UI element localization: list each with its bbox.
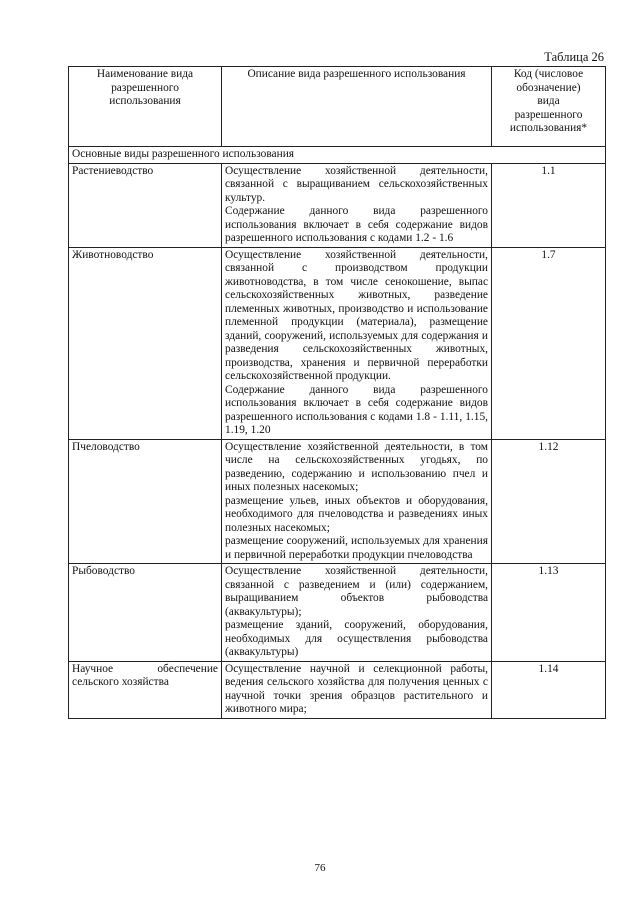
page-number: 76 [314,862,326,874]
row-paragraph: Осуществление хозяйственной деятельности, в том числе на сельскохозяйственных угодьях, по разведению, содержанию и использованию пчел и иных полезных насекомых; [225,440,488,493]
row-paragraph: Осуществление хозяйственной деятельности, связанной с выращиванием сельскохозяйственных культур. [225,164,488,204]
row-description [222,564,492,662]
row-paragraph: Осуществление хозяйственной деятельности, связанной с разведением и (или) содержанием, выращиванием объектов рыбоводства (аквакультуры); [225,565,488,618]
section-row [69,147,606,164]
table-row [69,163,606,247]
row-code: 1.13 [492,564,606,662]
header-code: Код (числовое обозначение) вида разрешенного использования* [492,67,606,147]
table-row [69,564,606,662]
row-paragraph: размещение ульев, иных объектов и оборудования, необходимого для пчеловодства и разведениях иных полезных насекомых; [225,494,488,534]
row-code: 1.12 [492,439,606,564]
row-paragraph: Содержание данного вида разрешенного использования включает в себя содержание видов разрешенного использования с кодами 1.8 - 1.11, 1.15, 1.19, 1.20 [225,383,488,436]
row-paragraph: размещение сооружений, используемых для хранения и первичной переработки продукции пчеловодства [225,535,488,561]
table-row [69,661,606,718]
row-name: Рыбоводство [69,564,222,662]
row-paragraph: размещение зданий, сооружений, оборудования, необходимых для осуществления рыбоводства (аквакультуры) [225,619,488,658]
row-description [222,439,492,564]
row-description [222,661,492,718]
row-name: Животноводство [69,247,222,439]
row-name: Научное обеспечение сельского хозяйства [69,661,222,718]
table-row [69,247,606,439]
table-header-row [69,67,606,147]
header-description: Описание вида разрешенного использования [222,67,492,147]
table-caption: Таблица 26 [544,50,604,64]
row-description [222,163,492,247]
land-use-table [68,66,606,719]
row-code: 1.7 [492,247,606,439]
row-paragraph: Осуществление научной и селекционной работы, ведения сельского хозяйства для получения ценных с научной точки зрения образцов растительного и животного мира; [225,662,488,715]
row-paragraph: Осуществление хозяйственной деятельности, связанной с производством продукции животноводства, в том числе сенокошение, выпас сельскохозяйственных животных, разведение племенных животных, производство и использование племенной продукции (материала), размещение зданий, сооружений, используемых для содержания и разведения сельскохозяйственных животных, производства, хранения и первичной переработки сельскохозяйственной продукции. [225,248,488,382]
row-code: 1.14 [492,661,606,718]
table-row [69,439,606,564]
row-name: Пчеловодство [69,439,222,564]
row-code: 1.1 [492,163,606,247]
section-title: Основные виды разрешенного использования [69,147,606,164]
row-name: Растениеводство [69,163,222,247]
row-description [222,247,492,439]
header-name: Наименование вида разрешенного использования [69,67,222,147]
row-paragraph: Содержание данного вида разрешенного использования включает в себя содержание видов разрешенного использования с кодами 1.2 - 1.6 [225,205,488,244]
